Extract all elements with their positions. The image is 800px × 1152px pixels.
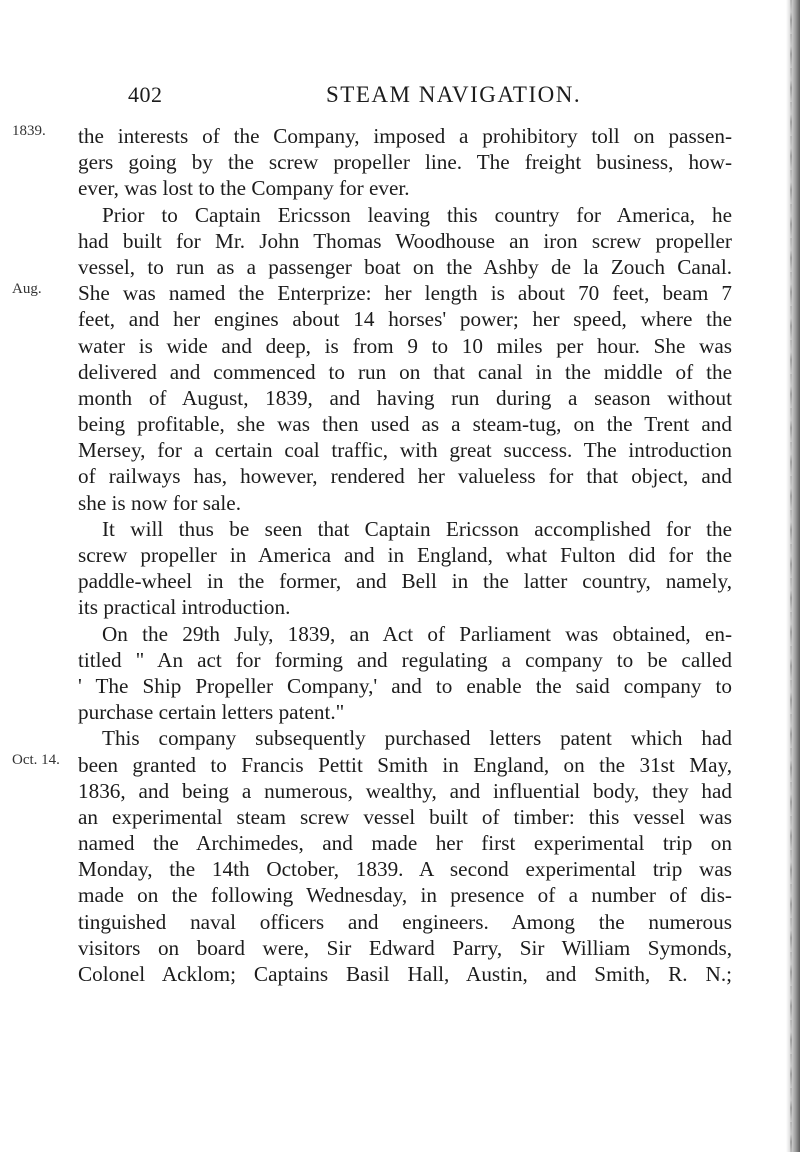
margin-note-year: 1839. bbox=[12, 123, 46, 139]
text-line: made on the following Wednesday, in presence of a number of dis- bbox=[78, 883, 732, 908]
text-line: the interests of the Company, imposed a prohibitory toll on passen- bbox=[78, 124, 732, 148]
text-line: of railways has, however, rendered her valueless for that object, and bbox=[78, 464, 732, 489]
text-line: It will thus be seen that Captain Ericsson accomplished for the bbox=[102, 516, 732, 541]
page-number: 402 bbox=[128, 82, 163, 107]
text-line: she is now for sale. bbox=[78, 490, 241, 515]
text-line: Monday, the 14th October, 1839. A second experimental trip was bbox=[78, 857, 732, 882]
text-line: Mersey, for a certain coal traffic, with great success. The introduction bbox=[78, 438, 732, 463]
text-line: Colonel Acklom; Captains Basil Hall, Austin, and Smith, R. N.; bbox=[78, 962, 732, 986]
text-line: water is wide and deep, is from 9 to 10 miles per hour. She was bbox=[78, 333, 732, 358]
text-line: ' The Ship Propeller Company,' and to enable the said company to bbox=[78, 673, 732, 698]
text-line: On the 29th July, 1839, an Act of Parliament was obtained, en- bbox=[102, 621, 732, 646]
margin-note-august: Aug. bbox=[12, 281, 42, 297]
text-line: named the Archimedes, and made her first experimental trip on bbox=[78, 831, 732, 856]
text-line: had built for Mr. John Thomas Woodhouse an iron screw propeller bbox=[78, 228, 732, 253]
page-header bbox=[128, 82, 778, 112]
text-line: an experimental steam screw vessel built of timber: this vessel was bbox=[78, 804, 732, 829]
text-line: month of August, 1839, and having run during a season without bbox=[78, 385, 732, 410]
text-line: This company subsequently purchased letters patent which had bbox=[102, 726, 732, 751]
text-line: visitors on board were, Sir Edward Parry, Sir William Symonds, bbox=[78, 935, 732, 960]
text-line: 1836, and being a numerous, wealthy, and influential body, they had bbox=[78, 778, 732, 803]
text-line: been granted to Francis Pettit Smith in England, on the 31st May, bbox=[78, 752, 732, 777]
text-line: ever, was lost to the Company for ever. bbox=[78, 176, 410, 201]
body-text bbox=[78, 123, 732, 987]
text-line: delivered and commenced to run on that canal in the middle of the bbox=[78, 359, 732, 384]
page-edge-shadow bbox=[786, 0, 800, 1152]
margin-note-october: Oct. 14. bbox=[12, 752, 60, 768]
text-line: She was named the Enterprize: her length is about 70 feet, beam 7 bbox=[78, 281, 732, 306]
text-line: Prior to Captain Ericsson leaving this country for America, he bbox=[102, 202, 732, 227]
text-line: being profitable, she was then used as a steam-tug, on the Trent and bbox=[78, 412, 732, 437]
text-line: tinguished naval officers and engineers. Among the numerous bbox=[78, 909, 732, 934]
text-line: paddle-wheel in the former, and Bell in the latter country, namely, bbox=[78, 569, 732, 594]
text-line: feet, and her engines about 14 horses' power; her speed, where the bbox=[78, 307, 732, 332]
text-line: screw propeller in America and in England, what Fulton did for the bbox=[78, 543, 732, 567]
text-line: vessel, to run as a passenger boat on the Ashby de la Zouch Canal. bbox=[78, 254, 732, 279]
text-line: gers going by the screw propeller line. The freight business, how- bbox=[78, 150, 732, 175]
text-line: titled " An act for forming and regulating a company to be called bbox=[78, 647, 732, 672]
running-head: STEAM NAVIGATION. bbox=[326, 82, 582, 107]
text-line: purchase certain letters patent." bbox=[78, 700, 345, 725]
text-line: its practical introduction. bbox=[78, 595, 291, 620]
